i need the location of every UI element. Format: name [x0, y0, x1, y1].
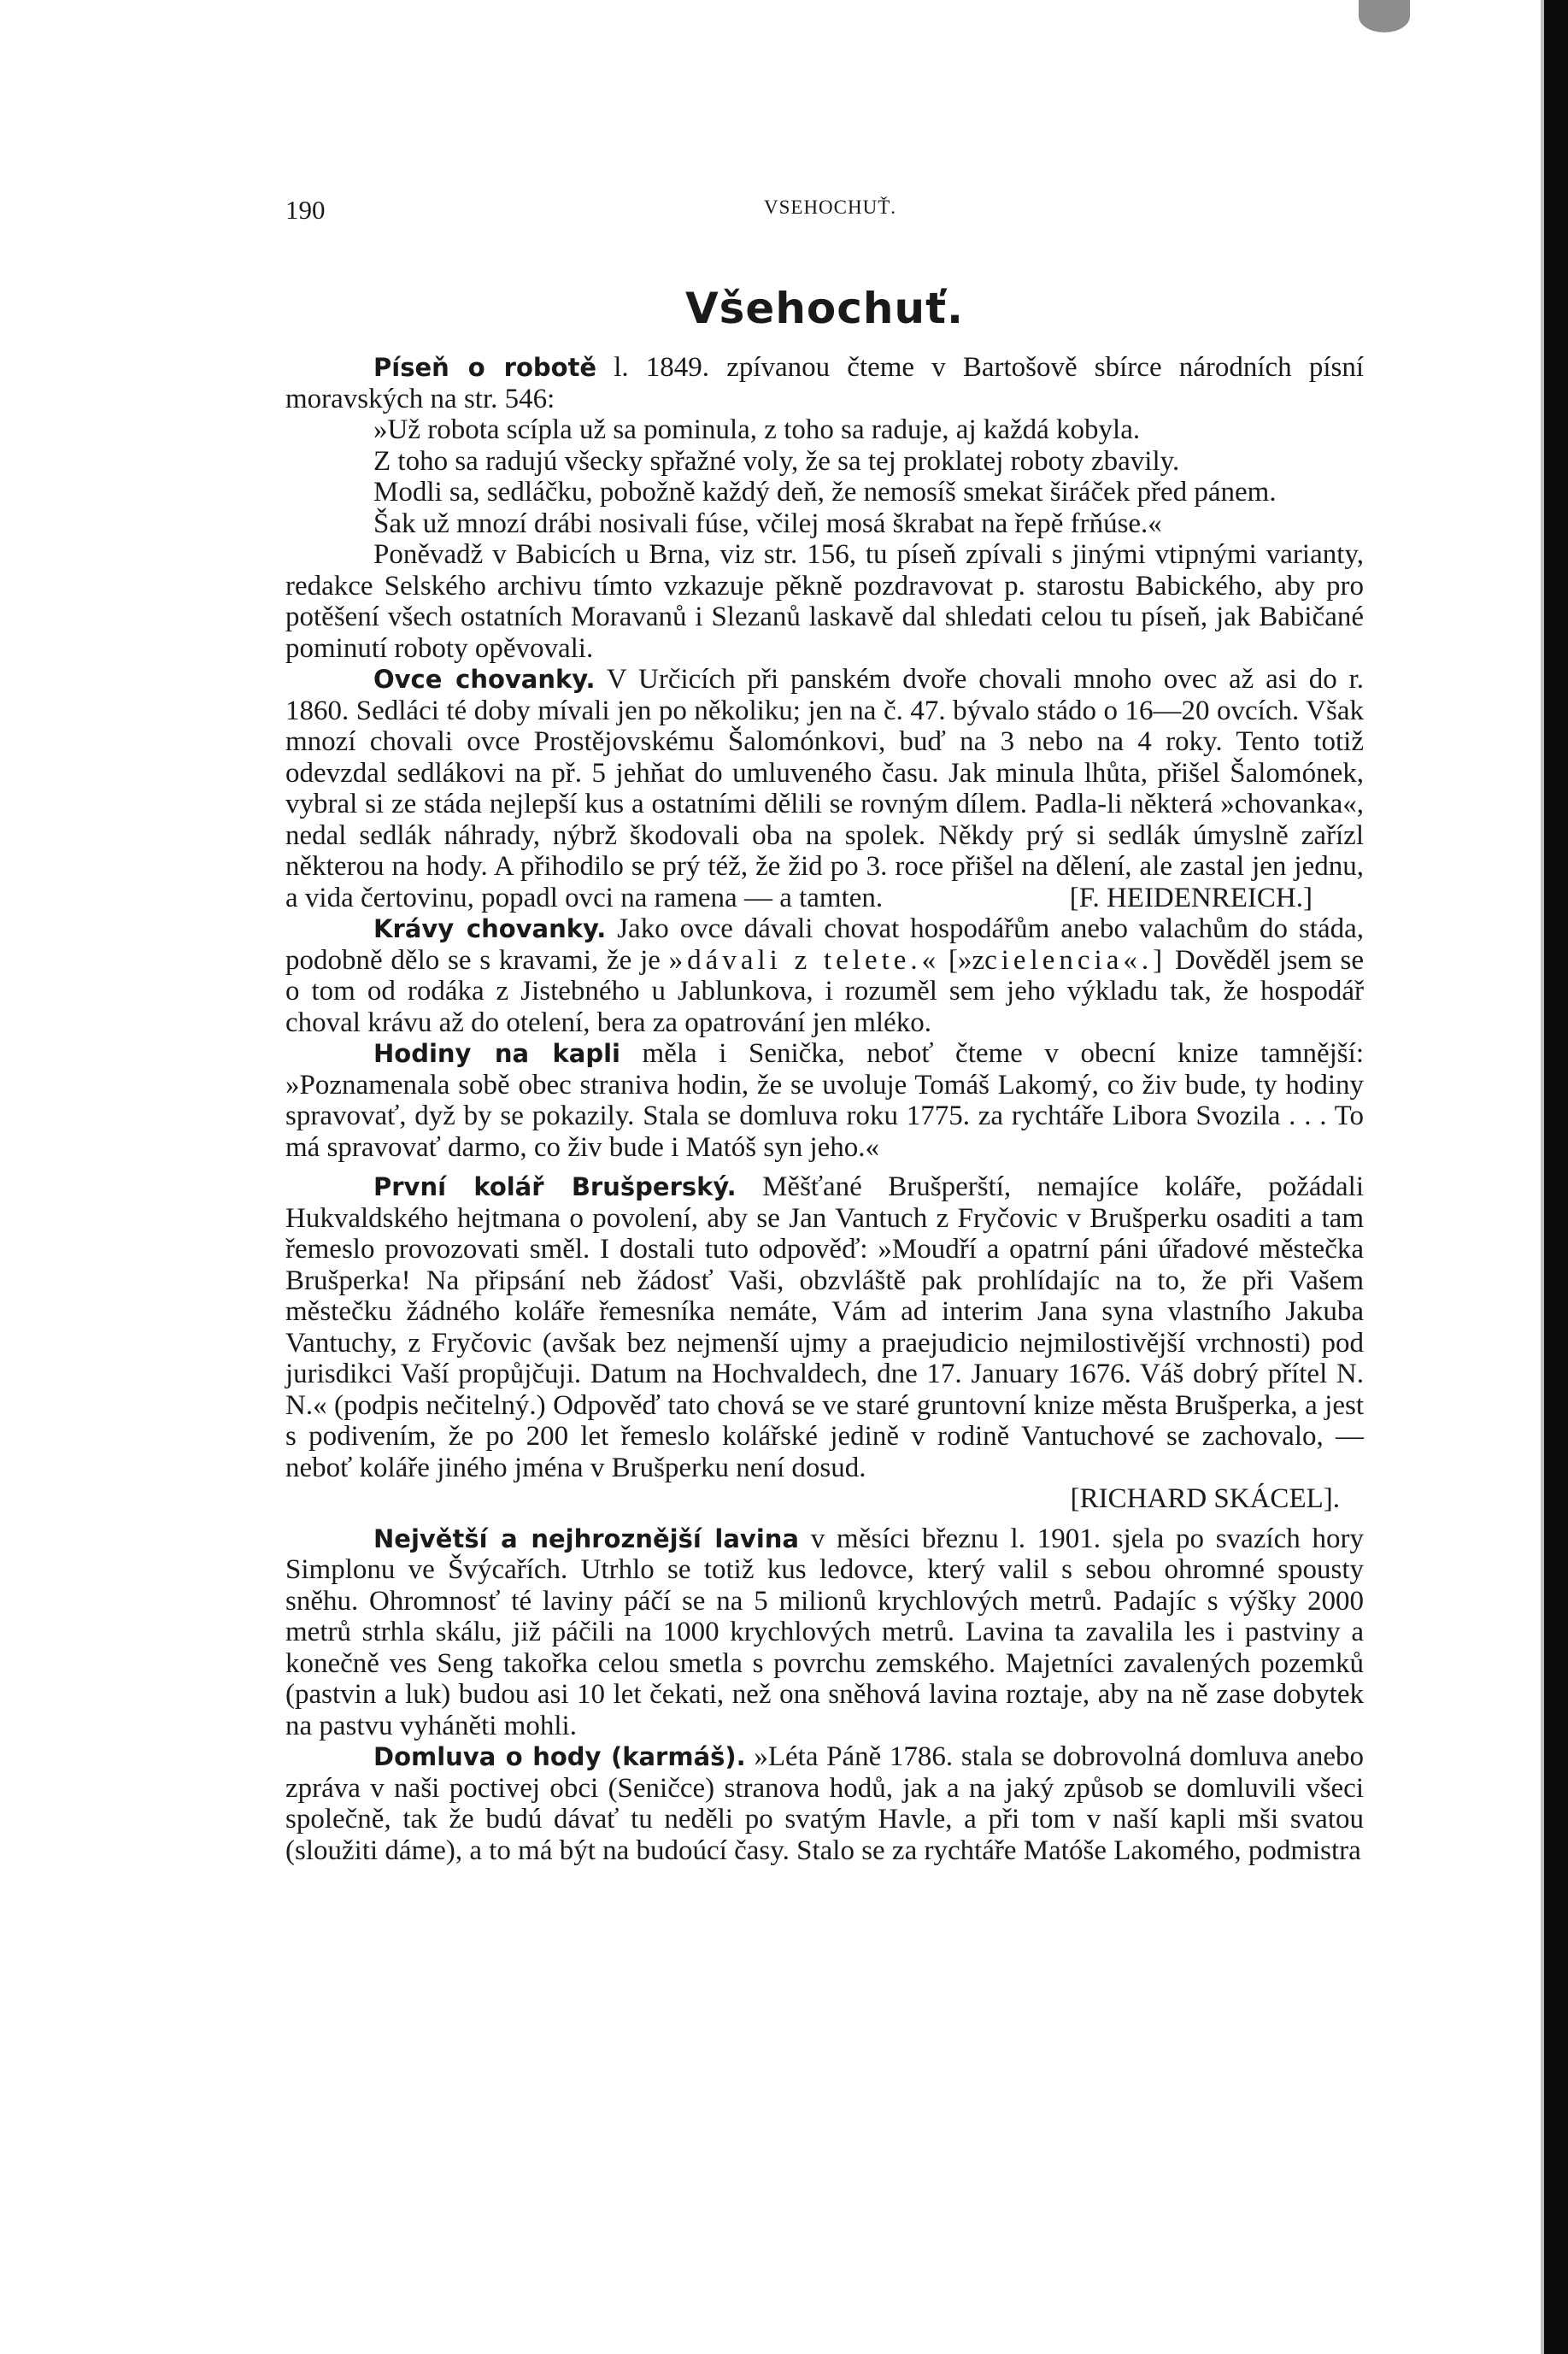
- scan-blot: [1359, 0, 1410, 32]
- paragraph: [285, 1523, 1364, 1742]
- paragraph-text: l. 1849. zpívanou čteme v Bartošově sbírce národních písní moravských na str. 546:: [285, 352, 1365, 414]
- article-body: [285, 352, 1364, 1866]
- article-lead: První kolář Brušperský.: [373, 1172, 737, 1201]
- paragraph-text: Měšťané Brušperští, nemajíce koláře, požádali Hukvaldského hejtmana o povolení, aby se Jan Vantuch z Fryčovic v Brušperku osaditi a tam řemeslo provozovati směl. I dostali tuto odpověď: »Moudří a opatrní páni úřadové městečka Brušperka! Na připsání neb žádosť Vaši, obzvláště pak prohlídajíc na to, že při Vašem městečku žádného koláře řemesníka nemáte, Vám ad interim Jana syna vlastního Jakuba Vantuchy, z Fryčovic (avšak bez nejmenší ujmy a praejudicio nejmilostivější vrchnosti) pod jurisdikci Vaší propůjčuji. Datum na Hochvaldech, dne 17. January 1676. Váš dobrý přítel N. N.« (podpis nečitelný.) Odpověď tato chová se ve staré gruntovní knize města Brušperka, a jest s podivením, že po 200 let řemeslo kolářské jedině v rodině Vantuchové se zachovalo, — neboť koláře jiného jména v Brušperku není dosud.: [285, 1171, 1364, 1483]
- spaced-quote: cielencia«.]: [984, 944, 1167, 976]
- paragraph: Poněvadž v Babicích u Brna, viz str. 156, tu píseň zpívali s jinými vtipnými varianty, redakce Selského archivu tímto vzkazuje pěkně pozdravovat p. starostu Babického, aby pro potěšení všech ostatních Moravanů i Slezanů laskavě dal shledati celou tu píseň, jak Babičané pominutí roboty opěvovali.: [285, 539, 1364, 664]
- verse-line: »Už robota scípla už sa pominula, z toho sa raduje, aj každá kobyla.: [373, 414, 1141, 445]
- spaced-quote: »dávali z telete.«: [668, 944, 941, 976]
- paragraph-text: měla i Senička, neboť čteme v obecní knize tamnější: »Poznamenala sobě obec straniva hodin, že se uvoluje Tomáš Lakomý, co živ bude, ty hodiny spravovať, dyž by se pokazily. Stala se domluva roku 1775. za rychtáře Libora Svozila . . . To má spravovať darmo, co živ bude i Matóš syn jeho.«: [285, 1038, 1364, 1163]
- article-lead: Největší a nejhroznější lavina: [373, 1523, 799, 1553]
- paragraph: [285, 1171, 1364, 1483]
- paragraph-text: Dověděl jsem se o tom od rodáka z Jistebného u Jablunkova, i rozuměl sem jeho výkladu tak, že hospodář choval krávu až do otelení, bera za opatrování jen mléko.: [285, 944, 1365, 1038]
- scan-edge: [1544, 0, 1568, 2354]
- page-title: Všehochuť.: [684, 284, 965, 333]
- paragraph-text: V Určicích při panském dvoře chovali mnoho ovec až asi do r. 1860. Sedláci té doby mívali jen po několiku; jen na č. 47. bývalo stádo o 16—20 ovcích. Však mnozí chovali ovce Prostějovskému Šalomónkovi, buď na 3 nebo na 4 roky. Tento totiž odevzdal sedlákovi na př. 5 jehňat do umluveného času. Jak minula lhůta, přišel Šalomónek, vybral si ze stáda nejlepší kus a ostatními dělili se rovným dílem. Padla-li některá »chovanka«, nedal sedlák náhrady, nýbrž škodovali oba na spolek. Někdy prý si sedlák úmyslně zařízl některou na hody. A přihodilo se prý též, že žid po 3. roce přišel na dělení, ale zastal jen jednu, a vida čertovinu, popadl ovci na ramena — a tamten.: [285, 664, 1365, 913]
- article-lead: Krávy chovanky.: [373, 914, 607, 943]
- paragraph: [285, 664, 1364, 913]
- article-lead: Ovce chovanky.: [373, 665, 596, 694]
- section-gap: [285, 1163, 1364, 1171]
- running-head: [285, 188, 1364, 236]
- paragraph: [285, 1741, 1364, 1866]
- verse-line: Šak už mnozí drábi nosivali fúse, včilej mosá škrabat na řepě frňúse.«: [373, 508, 1162, 539]
- verse-line: Z toho sa radujú všecky spřažné voly, že sa tej proklatej roboty zbavily.: [373, 445, 1180, 477]
- article-lead: Domluva o hody (karmáš).: [373, 1742, 746, 1771]
- paragraph-text: Jako ovce dávali chovat hospodářům anebo valachům do stáda, podobně dělo se s kravami, že je: [285, 913, 1365, 976]
- page: [285, 188, 1364, 1866]
- paragraph: [285, 913, 1364, 1038]
- verse-line: Modli sa, sedláčku, pobožně každý deň, že nemosíš smekat širáček před pánem.: [373, 477, 1277, 508]
- article-lead: Píseň o robotě: [373, 353, 597, 382]
- paragraph-text: »Léta Páně 1786. stala se dobrovolná domluva anebo zpráva v naši poctivej obci (Seničce) stranova hodů, jak a na jaký způsob se domluvili všeci společně, tak že budú dávať tu neděli po svatým Havle, a při tom v naší kapli mši svatou (sloužiti dáme), a to má být na budoúcí časy. Stalo se za rychtáře Matóše Lakomého, podmistra: [285, 1741, 1365, 1866]
- author-signature: [RICHARD SKÁCEL].: [1070, 1483, 1340, 1514]
- article-lead: Hodiny na kapli: [373, 1039, 620, 1068]
- paragraph: [285, 1038, 1364, 1163]
- paragraph-text: v měsíci březnu l. 1901. sjela po svazích hory Simplonu ve Švýcařích. Utrhlo se totiž kus ledovce, který valil s sebou ohromné spousty sněhu. Ohromnosť té laviny páčí se na 5 milionů krychlových metrů. Padajíc s výšky 2000 metrů strhla skálu, již páčili na 1000 krychlových metrů. Lavina ta zavalila les i pastviny a konečně ves Seng takořka celou smetla s povrchu zemského. Majetníci zavalených pozemků (pastvin a luk) budou asi 10 let čekati, než ona sněhová lavina roztaje, aby na ně zase dobytek na pastvu vyháněti mohli.: [285, 1523, 1365, 1741]
- paragraph-text: [»z: [948, 944, 985, 976]
- paragraph: [285, 352, 1364, 414]
- author-signature: [F. HEIDENREICH.]: [1069, 882, 1313, 913]
- page-number: 190: [285, 195, 326, 225]
- section-gap: [285, 1515, 1364, 1523]
- running-title: VSEHOCHUŤ.: [764, 197, 897, 218]
